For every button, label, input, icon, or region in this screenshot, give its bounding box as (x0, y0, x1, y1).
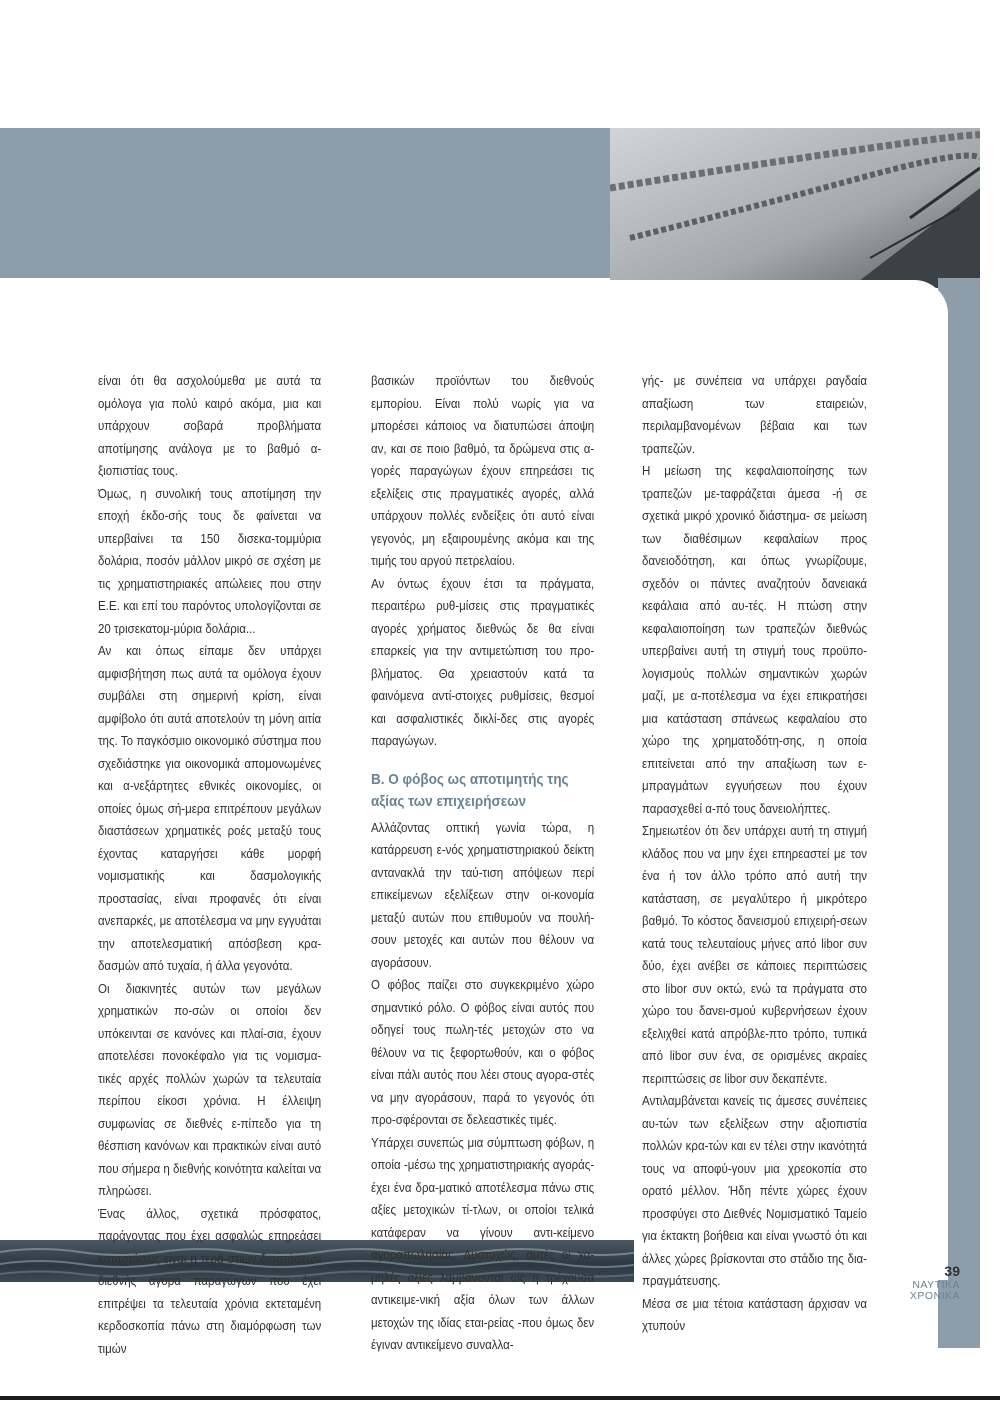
article-column-3 (642, 370, 867, 1338)
paragraph: Αν και όπως είπαμε δεν υπάρχει αμφισβήτηση πως αυτά τα ομόλογα έχουν συμβάλει στη σημερινή κρίση, είναι αμφίβολο ότι αυτά αποτελούν τη μόνη αιτία της. Το παγκόσμιο οικονομικό σύστημα που σχεδιάστηκε για οικονομικά απομονωμένες και α-νεξάρτητες εθνικές οικονομίες, οι οποίες όμως σή-μερα επιτρέπουν μεγάλων διαστάσεων χρηματικές ροές μεταξύ τους έχοντας καταργήσει κάθε μορφή νομισματικής και δασμολογικής προστασίας, είναι προφανές ότι είναι ανεπαρκές, με αποτέλεσμα να μην εγγυάται την αποτελεσματική απόσβεση κρα-δασμών από τυχαία, ή άλλα γεγονότα. (98, 643, 322, 973)
paragraph: Αν όντως έχουν έτσι τα πράγματα, περαιτέρω ρυθ-μίσεις στις πραγματικές αγορές χρήματος διεθνώς δε θα είναι επαρκείς για την αντιμετώπιση του προ-βλήματος. Θα χρειαστούν κατά τα φαινόμενα αντί-στοιχες ρυθμίσεις, θεσμοί και ασφαλιστικές δικλί-δες στις αγορές παραγώγων. (371, 575, 595, 748)
magazine-name-line1: ΝΑΥΤΙΚΑ (912, 1279, 960, 1291)
paragraph: Υπάρχει συνεπώς μια σύμπτωση φόβων, η οποία -μέσω της χρηματιστηριακής αγοράς- έχει ένα δρα-ματικό αποτέλεσμα πάνω στις αξίες μετοχικών τί-τλων, οι οποίοι τελικά κατάφεραν να γίνουν αντι-κείμενο αγοραπωλησίας. Δυστυχώς, αυτές οι χα-μηλές αξίες λαμβάνονται ως η τρέχουσα αντικειμε-νική αξία όλων των άλλων μετοχών της ιδίας εται-ρείας -που όμως δεν έγιναν αντικείμενο συναλλα- (371, 1134, 595, 1352)
page-footer (880, 1262, 960, 1302)
paragraph: Μέσα σε μια τέτοια κατάσταση άρχισαν να χτυπούν (642, 1295, 867, 1333)
paragraph: Ένας άλλος, σχετικά πρόσφατος, παράγοντας που έχει ασφαλώς επηρεάσει καταστάσεις είναι η τερά-στιων διαστάσεων διεθνής αγορά παραγώγων που έχει επιτρέψει τα τελευταία χρόνια εκτεταμένη κερδοσκοπία πάνω στη διαμόρφωση των τιμών (98, 1205, 322, 1356)
bottom-rule (0, 1396, 1000, 1400)
paragraph: γής- με συνέπεια να υπάρχει ραγδαία απαξίωση των εταιρειών, περιλαμβανομένων βέβαια και των τραπεζών. (642, 373, 867, 456)
section-heading: Β. Ο φόβος ως αποτιμητής της αξίας των επιχειρήσεων (371, 770, 569, 810)
paragraph: Η μείωση της κεφαλαιοποίησης των τραπεζών με-ταφράζεται άμεσα -ή σε σχετικά μικρό χρονικό διάστημα- σε μείωση των διαθέσιμων κεφαλαίων προς δανειοδότηση, και όπως γνωρίζουμε, σχεδόν οι πάντες αναζητούν δανειακά κεφάλαια από αυ-τές. Η πτώση στην κεφαλαιοποίηση των τραπεζών διεθνώς υπερβαίνει αυτή τη στιγμή τους προϋπο-λογισμούς πολλών σημαντικών χωρών μαζί, με α-ποτέλεσμα να έχει επικρατήσει μια κατάσταση σπάνεως κεφαλαίου στο χώρο της χρηματοδότη-σης, η οποία επιτείνεται από την απαξίωση των ε-μπραγμάτων εγγυήσεων που έχουν παρασχεθεί α-πό τους δανειολήπτες. (642, 463, 867, 816)
article-column-2 (371, 370, 594, 1357)
ship-rope-photo (610, 128, 980, 288)
article-column-1 (98, 370, 321, 1360)
magazine-name-line2: ΧΡΟΝΙΚΑ (909, 1290, 960, 1302)
paragraph: Αντιλαμβάνεται κανείς τις άμεσες συνέπειες αυ-τών των εξελίξεων στην αξιοπιστία πολλών κρα-τών και εν τέλει στην ικανότητά τους να αποφύ-γουν μια χρεοκοπία στο ορατό μέλλον. Ήδη πέντε χώρες έχουν προσφύγει στο Διεθνές Νομισματικό Ταμείο για έκτακτη βοήθεια και είναι γνωστό ότι και άλλες χώρες βρίσκονται στο στάδιο της δια-πραγμάτευσης. (642, 1093, 867, 1288)
paragraph: Οι διακινητές αυτών των μεγάλων χρηματικών πο-σών οι οποίοι δεν υπόκεινται σε κανόνες και πλαί-σια, έχουν αποτελέσει πονοκέφαλο για τις νομισμα-τικές αρχές πολλών χωρών τα τελευταία περίπου είκοσι χρόνια. Η έλλειψη συμφωνίας σε διεθνές ε-πίπεδο για τη θέσπιση κανόνων και πρακτικών είναι αυτό που σήμερα η διεθνής κοινότητα καλείται να πληρώσει. (98, 980, 322, 1198)
paragraph: βασικών προϊόντων του διεθνούς εμπορίου. Είναι πολύ νωρίς για να μπορέσει κάποιος να διατυπώσει άποψη αν, και σε ποιο βαθμό, τα δρώμενα στις α-γορές παραγώγων έχουν επηρεάσει τις εξελίξεις στις πραγματικές αγορές, αλλά υπάρχουν πολλές ενδείξεις ότι αυτό είναι γεγονός, μη εξαιρουμένης ακόμα και της τιμής του αργού πετρελαίου. (371, 373, 595, 568)
paragraph: Όμως, η συνολική τους αποτίμηση την εποχή έκδο-σής τους δε φαίνεται να υπερβαίνει τα 150 δισεκα-τομμύρια δολάρια, ποσόν μάλλον μικρό σε σχέση με τις χρηματιστηριακές απώλειες που στην Ε.Ε. και επί του παρόντος υπολογίζονται σε 20 τρισεκατομ-μύρια δολάρια... (98, 485, 322, 636)
page-number: 39 (944, 1263, 960, 1279)
paragraph: Αλλάζοντας οπτική γωνία τώρα, η κατάρρευση ε-νός χρηματιστηριακού δείκτη αντανακλά την ταύ-τιση απόψεων περί επικείμενων εξελίξεων στην οι-κονομία μεταξύ αυτών που επιθυμούν να πουλή-σουν μετοχές και αυτών που θέλουν να αγοράσουν. (371, 819, 595, 970)
paragraph: είναι ότι θα ασχολούμεθα με αυτά τα ομόλογα για πολύ καιρό ακόμα, μια και υπάρχουν σοβαρά προβλήματα αποτίμησης ανάλογα με το βαθμό α-ξιοπιστίας τους. (98, 373, 322, 478)
paragraph: Ο φόβος παίζει στο συγκεκριμένο χώρο σημαντικό ρόλο. Ο φόβος είναι αυτός που οδηγεί τους πωλη-τές μετοχών στο να θέλουν να τις ξεφορτωθούν, και ο φόβος είναι πάλι αυτός που λέει στους αγορα-στές να μην αγοράσουν, παρά το γεγονός ότι προ-σφέρονται σε δελεαστικές τιμές. (371, 977, 595, 1127)
paragraph: Σημειωτέον ότι δεν υπάρχει αυτή τη στιγμή κλάδος που να μην έχει επηρεαστεί με τον ένα ή τον άλλο τρόπο από αυτή την κατάσταση, σε μεγαλύτερο ή μικρότερο βαθμό. Το κόστος δανεισμού επιχειρή-σεων κατά τους τελευταίους μήνες από libor συν δύο, έχει ανέβει σε κάποιες περιπτώσεις στο libor συν οκτώ, ενώ τα πράγματα στο χώρο του δανει-σμού κυβερνήσεων έχουν εξελιχθεί κατά απρόβλε-πτο τρόπο, τυπικά από libor συν ένα, σε ορισμένες ακραίες περιπτώσεις σε libor συν δεκαπέντε. (642, 823, 867, 1086)
